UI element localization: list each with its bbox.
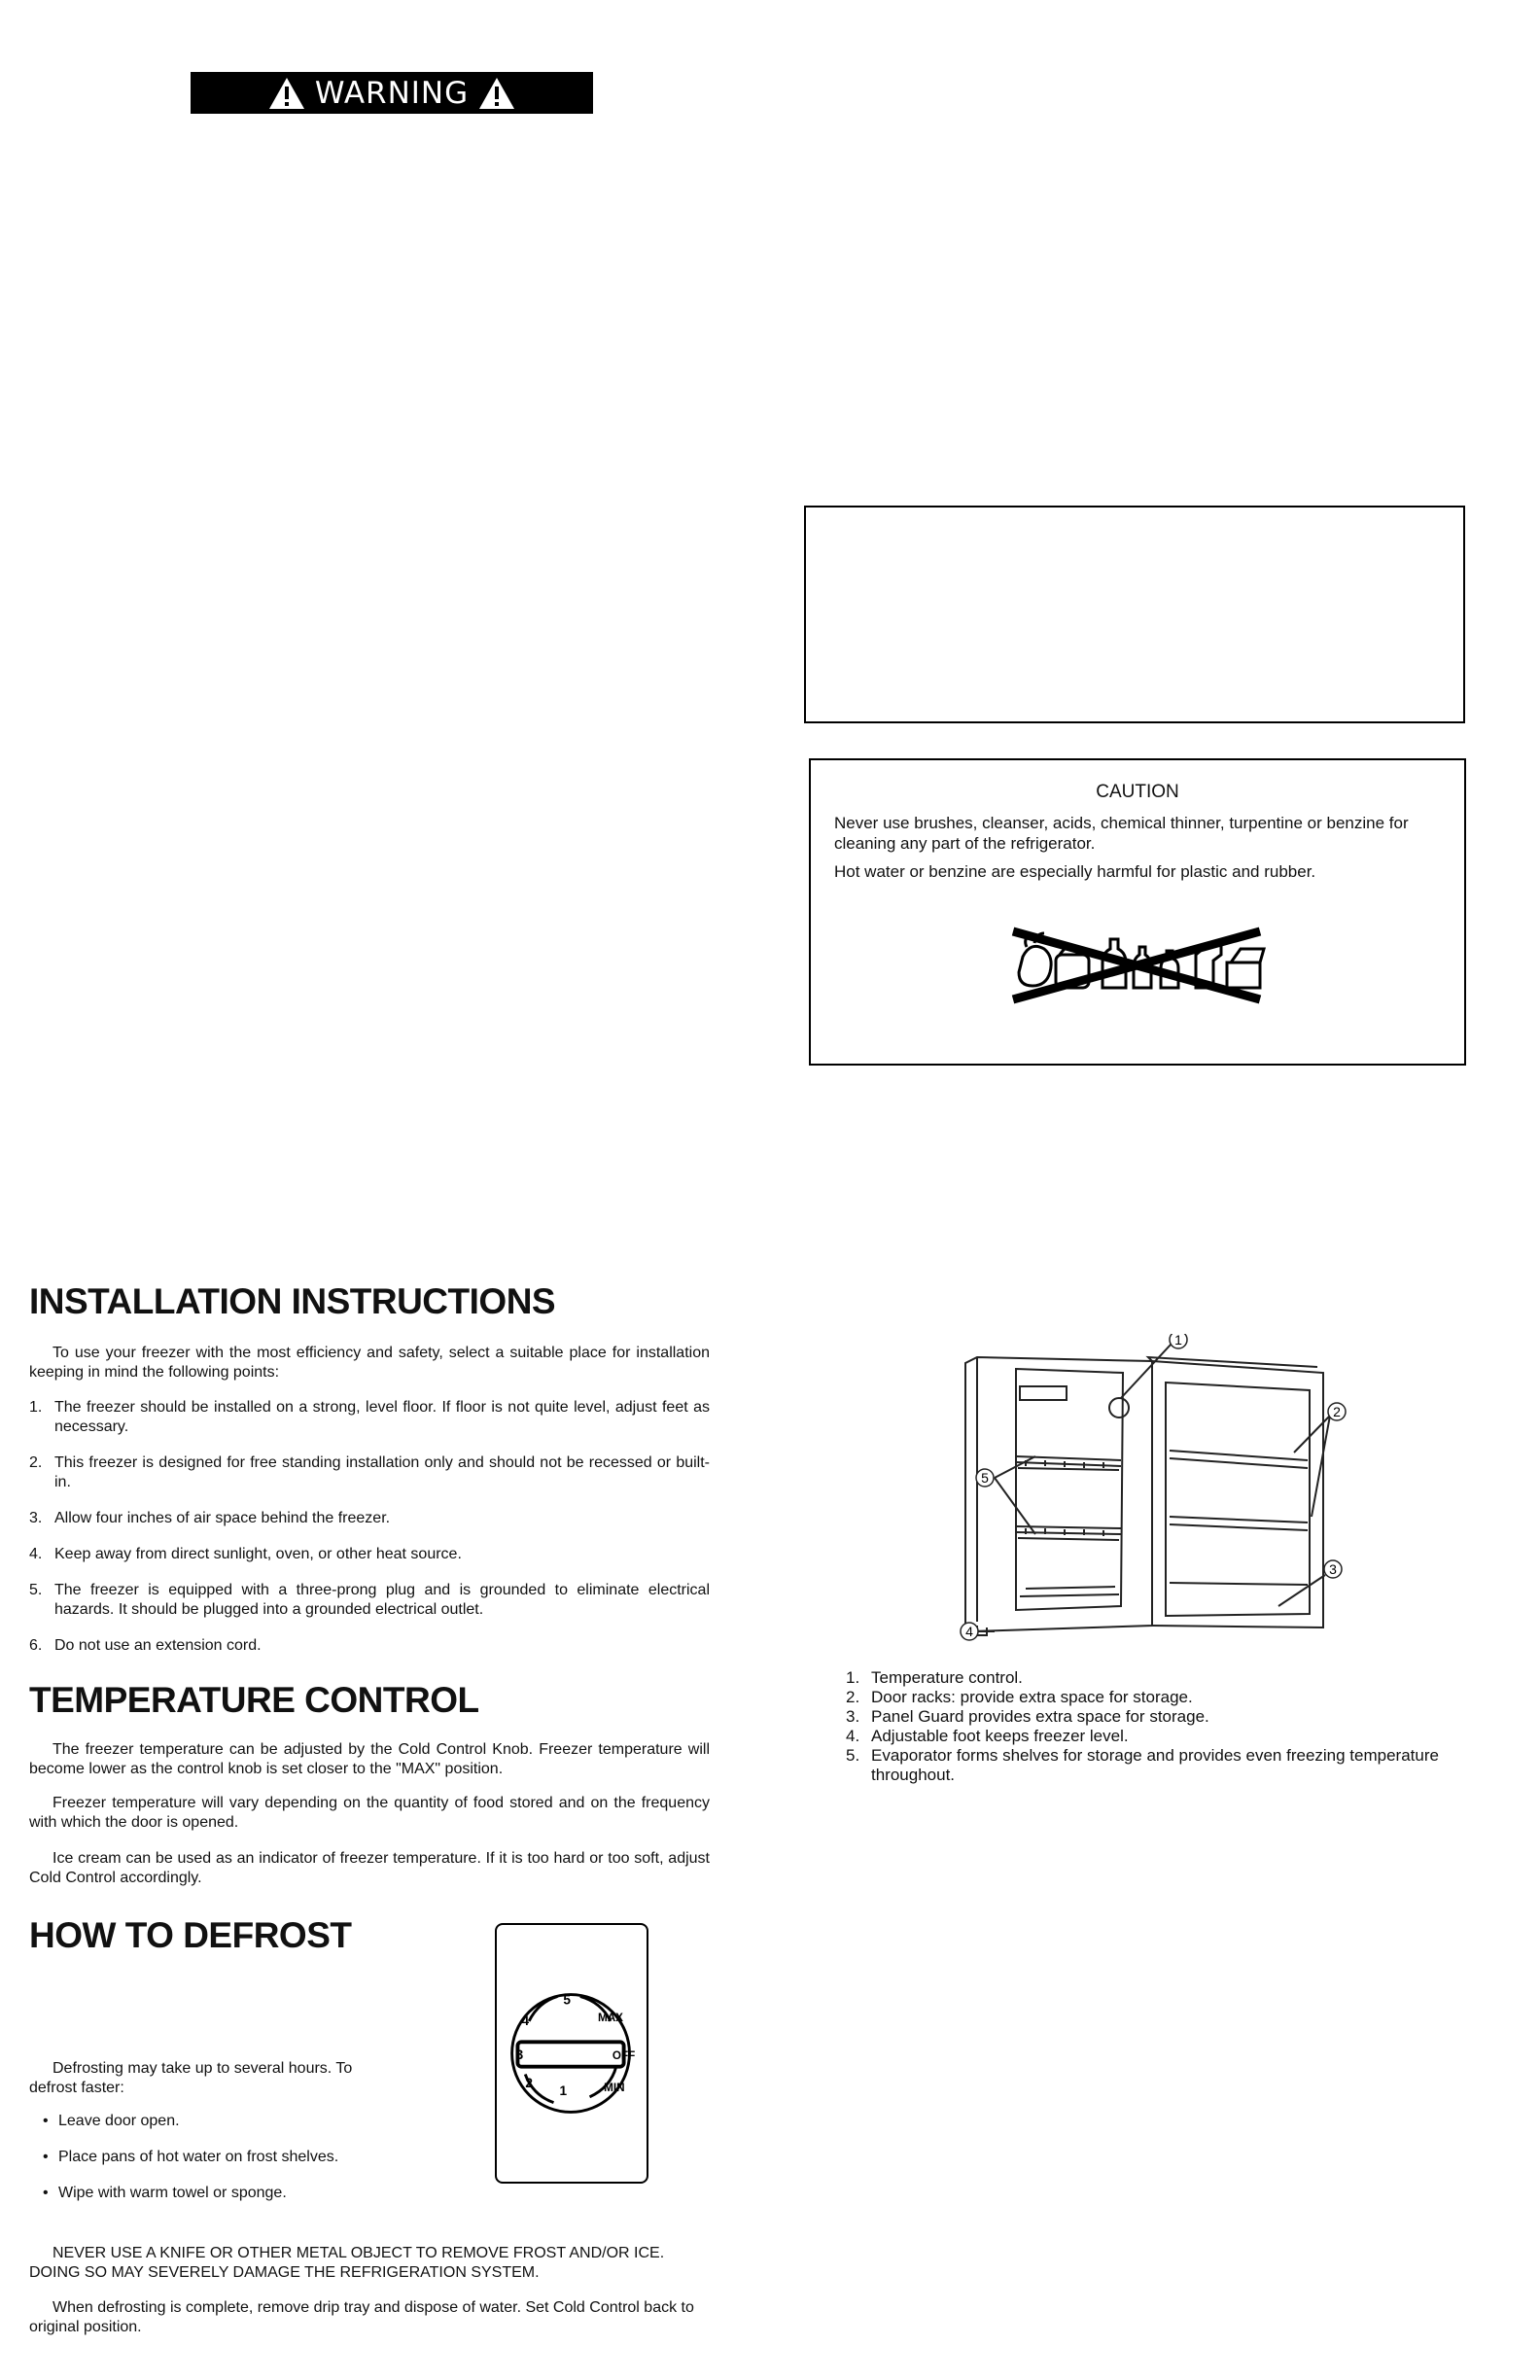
caution-title: CAUTION [1096,782,1179,802]
knob-label-min: MIN [604,2081,625,2094]
diagram-callout-5: 5 [981,1470,989,1486]
warning-label: WARNING [314,75,470,111]
installation-step: 6. Do not use an extension cord. [29,1637,262,1654]
caution-box [809,758,1466,1066]
knob-label-max: MAX [597,2011,623,2024]
defrost-tip: • Place pans of hot water on frost shelves. [29,2148,467,2167]
parts-list-item: 5. Evaporator forms shelves for storage and provides even freezing temperature throughout. [846,1746,1439,1784]
installation-step: 5. The freezer is equipped with a three-prong plug and is grounded to eliminate electrical hazards. It should be plugged into a grounded electrical outlet. [29,1582,710,1618]
parts-list-item: 3. Panel Guard provides extra space for storage. [846,1707,1209,1726]
knob-number-3: 3 [515,2047,524,2062]
freezer-parts-diagram [948,1334,1376,1641]
installation-step: 1. The freezer should be installed on a strong, level floor. If floor is not quite level, adjust feet as necessary. [29,1399,710,1435]
defrost-intro: Defrosting may take up to several hours. To defrost faster: [29,2060,353,2096]
warning-triangle-icon [478,77,515,110]
diagram-callout-1: 1 [1174,1334,1182,1348]
temperature-paragraph-2: Freezer temperature will vary depending on the quantity of food stored and on the frequency with which the door is opened. [29,1795,710,1831]
installation-intro: To use your freezer with the most efficiency and safety, select a suitable place for installation keeping in mind the following points: [29,1345,710,1381]
parts-list-item: 2. Door racks: provide extra space for storage. [846,1688,1193,1706]
knob-number-4: 4 [521,2012,530,2028]
knob-number-5: 5 [563,1992,571,2008]
knob-number-2: 2 [525,2076,533,2091]
installation-step: 2. This freezer is designed for free standing installation only and should not be recessed or built-in. [29,1454,710,1490]
defrost-heading: HOW TO DEFROST [29,1915,352,1955]
installation-step: 3. Allow four inches of air space behind the freezer. [29,1510,391,1526]
warning-banner [191,72,593,114]
temperature-heading: TEMPERATURE CONTROL [29,1680,479,1720]
temperature-paragraph-1: The freezer temperature can be adjusted by the Cold Control Knob. Freezer temperature will become lower as the control knob is set closer to the "MAX" position. [29,1741,710,1777]
parts-list-item: 1. Temperature control. [846,1668,1023,1687]
defrost-tips [29,2112,467,2220]
installation-step: 4. Keep away from direct sunlight, oven, or other heat source. [29,1546,462,1562]
knob-number-1: 1 [559,2082,568,2098]
temperature-paragraph-3: Ice cream can be used as an indicator of freezer temperature. If it is too hard or too soft, adjust Cold Control accordingly. [29,1850,710,1886]
installation-steps [29,1398,710,1672]
cold-control-knob-panel [495,1923,648,2184]
warning-triangle-icon [268,77,305,110]
defrost-final: When defrosting is complete, remove drip tray and dispose of water. Set Cold Control back to original position. [29,2299,694,2335]
parts-list [846,1668,1449,1785]
diagram-callout-2: 2 [1333,1404,1341,1419]
no-chemicals-illustration [1005,918,1268,1005]
installation-heading: INSTALLATION INSTRUCTIONS [29,1281,556,1321]
parts-list-item: 4. Adjustable foot keeps freezer level. [846,1727,1129,1745]
knob-label-off: OFF [612,2048,636,2062]
diagram-callout-4: 4 [965,1624,973,1639]
defrost-warning: NEVER USE A KNIFE OR OTHER METAL OBJECT TO REMOVE FROST AND/OR ICE. DOING SO MAY SEVERELY DAMAGE THE REFRIGERATION SYSTEM. [29,2245,665,2281]
caution-text-1: Never use brushes, cleanser, acids, chemical thinner, turpentine or benzine for cleaning any part of the refrigerator. [834,814,1409,853]
defrost-tip: • Wipe with warm towel or sponge. [29,2184,467,2203]
cold-control-knob-illustration [497,1925,647,2182]
defrost-tip: • Leave door open. [29,2112,467,2131]
caution-text-2: Hot water or benzine are especially harmful for plastic and rubber. [834,862,1316,881]
diagram-callout-3: 3 [1329,1561,1337,1577]
empty-notice-box [804,506,1465,723]
